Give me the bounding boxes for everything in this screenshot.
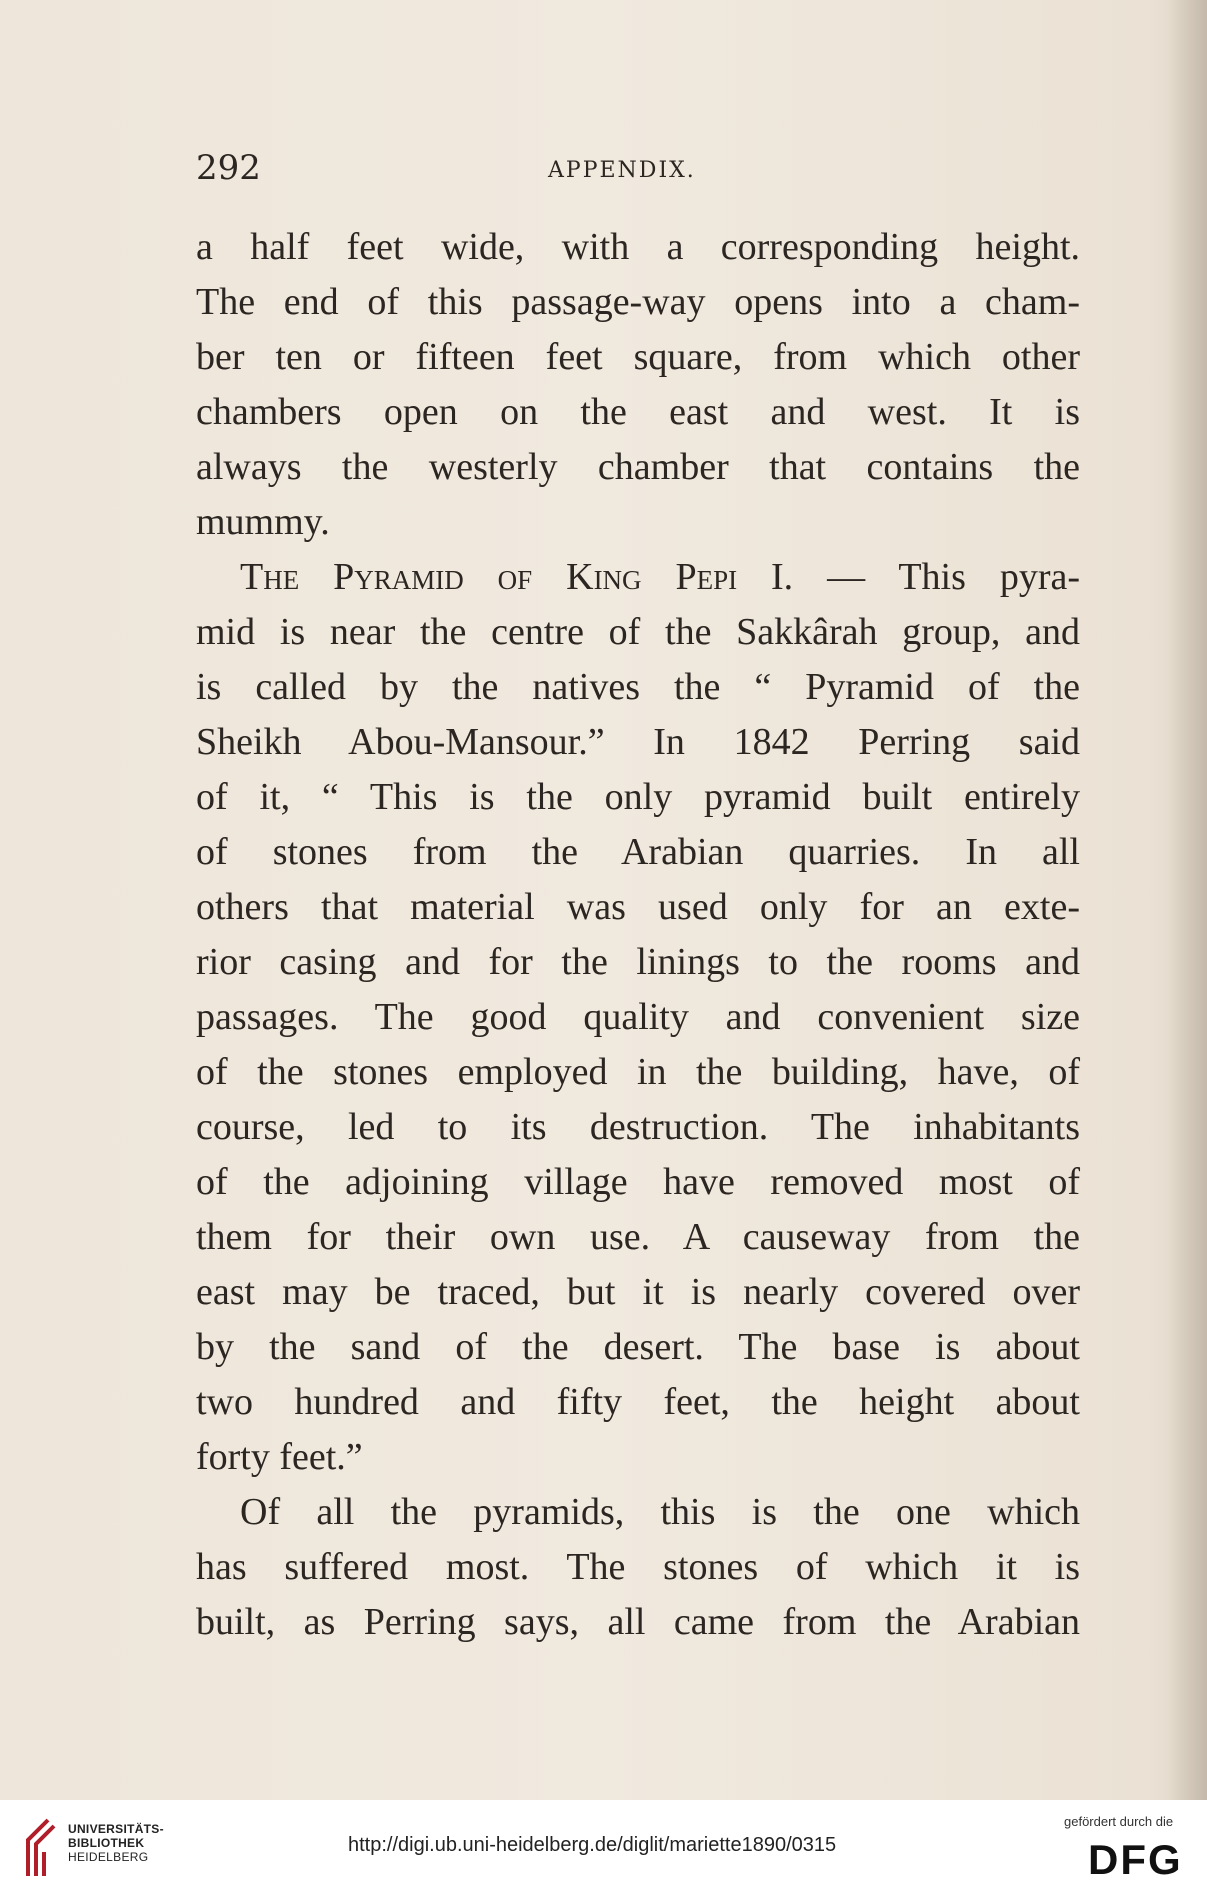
page-number: 292 [196, 148, 261, 188]
text-line: of the adjoining village have removed most of [196, 1161, 1080, 1203]
text-line: chambers open on the east and west. It is [196, 391, 1080, 433]
text-line: of the stones employed in the building, have, of [196, 1051, 1080, 1093]
page-header [196, 148, 1076, 196]
text-line: of stones from the Arabian quarries. In all [196, 831, 1080, 873]
text-line: forty feet.” [196, 1436, 363, 1478]
text-line: mummy. [196, 501, 330, 543]
text-line: rior casing and for the linings to the rooms and [196, 941, 1080, 983]
running-head: APPENDIX. [548, 158, 696, 183]
library-name [68, 1822, 164, 1864]
page-edge-shadow [1167, 0, 1207, 1800]
source-url-link[interactable]: http://digi.ub.uni-heidelberg.de/diglit/mariette1890/0315 [348, 1834, 837, 1856]
library-name-line: UNIVERSITÄTS- [68, 1822, 164, 1836]
digitization-footer [0, 1800, 1207, 1894]
library-name-line: BIBLIOTHEK [68, 1836, 145, 1850]
text-line: passages. The good quality and convenient size [196, 996, 1080, 1038]
text-line: ber ten or fifteen feet square, from which other [196, 336, 1080, 378]
text-line: east may be traced, but it is nearly covered over [196, 1271, 1080, 1313]
body-text [196, 220, 1080, 1650]
text-line: Of all the pyramids, this is the one which [240, 1491, 1080, 1533]
dfg-logo: DFG [1088, 1836, 1183, 1883]
section-heading-line [196, 550, 1080, 605]
text-line: mid is near the centre of the Sakkârah group, and [196, 611, 1080, 653]
section-heading-rest: I. — This pyra- [737, 556, 1080, 598]
text-line: a half feet wide, with a corresponding height. [196, 226, 1080, 268]
text-line: built, as Perring says, all came from the Arabian [196, 1601, 1080, 1643]
text-line: them for their own use. A causeway from the [196, 1216, 1080, 1258]
library-name-line: HEIDELBERG [68, 1850, 149, 1864]
text-line: has suffered most. The stones of which it is [196, 1546, 1080, 1588]
text-line: two hundred and fifty feet, the height about [196, 1381, 1080, 1423]
funding-note: gefördert durch die [1064, 1814, 1174, 1829]
section-heading: The Pyramid of King Pepi [240, 556, 738, 598]
text-line: by the sand of the desert. The base is about [196, 1326, 1080, 1368]
text-line: The end of this passage-way opens into a cham- [196, 281, 1080, 323]
text-line: others that material was used only for an exte- [196, 886, 1080, 928]
text-line: course, led to its destruction. The inhabitants [196, 1106, 1080, 1148]
text-line: of it, “ This is the only pyramid built entirely [196, 776, 1080, 818]
library-logo-icon [18, 1816, 60, 1880]
text-line: is called by the natives the “ Pyramid of the [196, 666, 1080, 708]
text-line: Sheikh Abou-Mansour.” In 1842 Perring said [196, 721, 1080, 763]
text-line: always the westerly chamber that contains the [196, 446, 1080, 488]
